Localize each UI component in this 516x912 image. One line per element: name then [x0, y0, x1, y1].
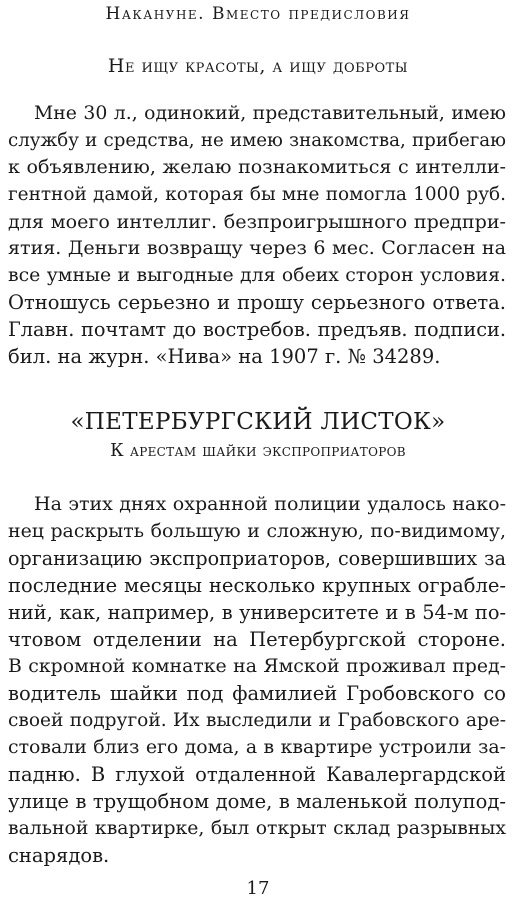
text-line: к объявлению, желаю познакомиться с интелли- — [8, 156, 506, 178]
text-line: снарядов. — [8, 844, 110, 867]
text-line: падню. В глухой отдаленной Кавалергардской — [8, 763, 506, 786]
text-line: Отношусь серьезно и прошу серьезного ответа. — [8, 291, 506, 314]
running-head: Накануне. Вместо предисловия — [105, 4, 411, 24]
section-title: Не ищу красоты, а ищу доброты — [107, 55, 409, 77]
text-line: нец раскрыть большую и сложную, по-видимому, — [8, 520, 506, 542]
ad-text-block — [8, 100, 506, 370]
page-number: 17 — [246, 878, 270, 899]
text-line: организацию экспроприаторов, совершивших за — [8, 547, 506, 570]
text-line: все умные и выгодные для обеих сторон условия. — [8, 265, 506, 286]
text-line: Главн. почтамт до востребов. предъяв. подписи. — [8, 318, 506, 341]
text-line: стовали близ его дома, а в квартире устроили за- — [8, 736, 506, 758]
text-line: вальной квартирке, был открыт склад разрывных — [8, 818, 506, 839]
text-line: бил. на журн. «Нива» на 1907 г. № 34289. — [8, 345, 441, 368]
text-line: Мне 30 л., одинокий, представительный, имею — [34, 103, 506, 124]
text-line: ятия. Деньги возвращу через 6 мес. Согласен на — [8, 237, 506, 259]
text-line: водитель шайки под фамилией Гробовского со — [8, 682, 506, 705]
text-line: В скромной комнатке на Ямской проживал пред- — [8, 655, 506, 677]
text-line: гентной дамой, которая бы мне помогла 1000 руб. — [8, 184, 506, 205]
text-line: чтовом отделении на Петербургской стороне. — [8, 628, 506, 651]
text-line: последние месяцы несколько крупных ограбле- — [8, 574, 506, 597]
article-text-block — [8, 491, 506, 869]
text-line: На этих днях охранной полиции удалось нако- — [34, 493, 506, 515]
text-line: ний, как, например, в университете и в 54-м по- — [8, 601, 506, 624]
text-line: службу и средства, не имею знакомства, прибегаю — [8, 130, 506, 151]
text-line: своей подругой. Их выследили и Грабовского аре- — [8, 710, 506, 731]
text-line: улице в трущобном доме, в маленькой полупод- — [8, 790, 506, 813]
article-subtitle: К арестам шайки экспроприаторов — [110, 441, 406, 461]
text-line: для моего интеллиг. безпроигрышного предпри- — [8, 210, 506, 233]
newspaper-title: «ПЕТЕРБУРГСКИЙ ЛИСТОК» — [70, 409, 446, 435]
